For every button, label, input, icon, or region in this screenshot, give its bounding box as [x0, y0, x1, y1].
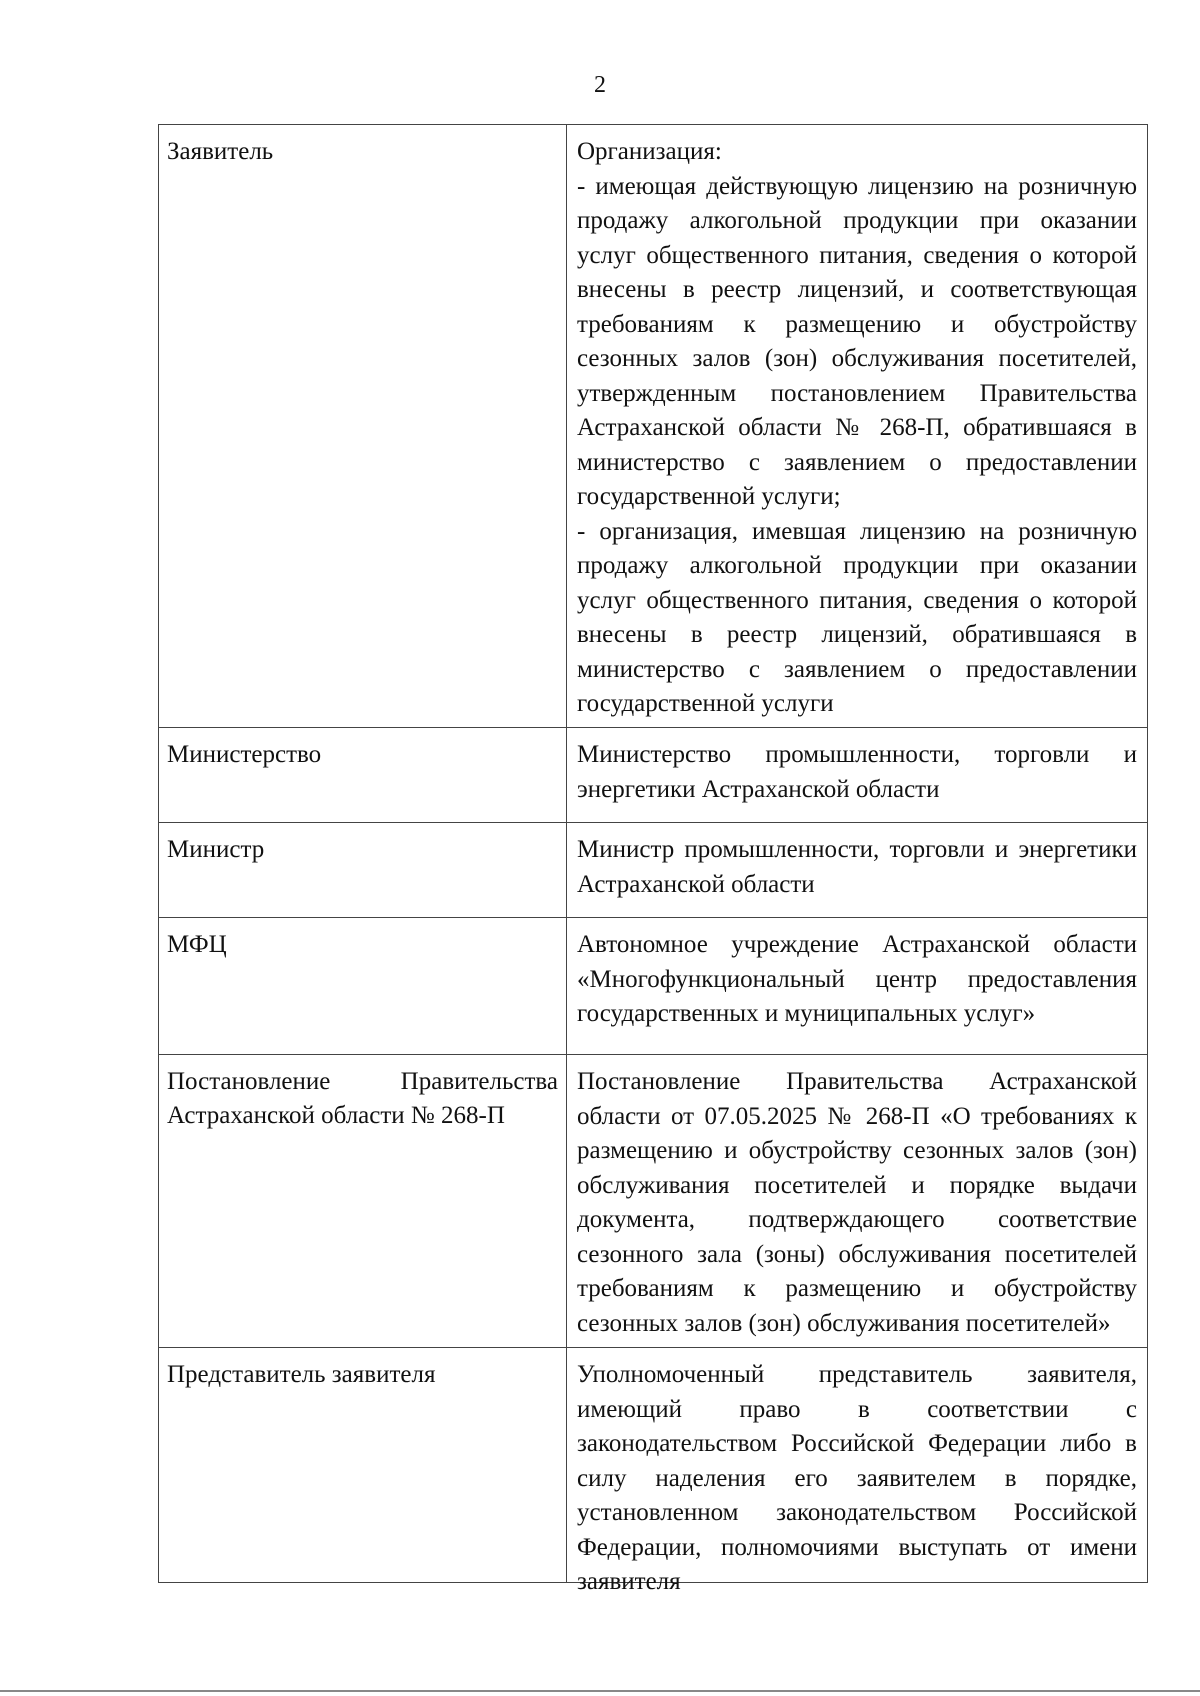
- definitions-table: [158, 124, 1148, 1595]
- table-row: [158, 823, 1148, 918]
- table-row: [158, 1348, 1148, 1595]
- page-number: 2: [594, 72, 606, 98]
- term-cell: Представитель заявителя: [159, 1348, 567, 1582]
- term-cell: Заявитель: [159, 125, 567, 727]
- definition-paragraph: Постановление Правительства Астраханской области от 07.05.2025 № 268-П «О требованиях к размещению и обустройству сезонных залов (зон) обслуживания посетителей и порядке выдачи документа, подтверждающего соответствие сезонного зала (зоны) обслуживания посетителей требованиям к размещению и обустройству сезонных залов (зон) обслуживания посетителей»: [577, 1068, 1137, 1337]
- table-row: [158, 918, 1148, 1055]
- definition-paragraph: Министр промышленности, торговли и энергетики Астраханской области: [577, 836, 1137, 898]
- definition-paragraph: Уполномоченный представитель заявителя, имеющий право в соответствии с законодательством Российской Федерации либо в силу наделения его заявителем в порядке, установленном законодательством Российской Федерации, полномочиями выступать от имени заявителя: [577, 1361, 1137, 1595]
- definition-paragraph: Автономное учреждение Астраханской области «Многофункциональный центр предоставления государственных и муниципальных услуг»: [577, 931, 1137, 1027]
- scan-edge-rule: [0, 1690, 1200, 1692]
- term-cell: Министр: [159, 823, 567, 917]
- term-cell: Министерство: [159, 728, 567, 822]
- definition-paragraph: Министерство промышленности, торговли и энергетики Астраханской области: [577, 741, 1137, 803]
- table-row: [158, 1055, 1148, 1348]
- definition-cell: [567, 1348, 1145, 1595]
- definition-cell: [567, 918, 1145, 1054]
- definition-cell: [567, 728, 1145, 822]
- definition-paragraph: Организация:: [577, 138, 722, 165]
- table-row: [158, 728, 1148, 823]
- definition-cell: [567, 125, 1145, 727]
- definition-paragraph: - имеющая действующую лицензию на розничную продажу алкогольной продукции при оказании услуг общественного питания, сведения о которой внесены в реестр лицензий, и соответствующая требованиям к размещению и обустройству сезонных залов (зон) обслуживания посетителей, утвержденным постановлением Правительства Астраханской области № 268-П, обратившаяся в министерство с заявлением о предоставлении государственной услуги;: [577, 172, 1137, 510]
- table-row: [158, 124, 1148, 728]
- term-cell: МФЦ: [159, 918, 567, 1054]
- definition-cell: [567, 1055, 1145, 1347]
- definition-paragraph: - организация, имевшая лицензию на розничную продажу алкогольной продукции при оказании услуг общественного питания, сведения о которой внесены в реестр лицензий, обратившаяся в министерство с заявлением о предоставлении государственной услуги: [577, 517, 1137, 717]
- term-cell: Постановление Правительства Астраханской области № 268-П: [159, 1055, 567, 1347]
- definition-cell: [567, 823, 1145, 917]
